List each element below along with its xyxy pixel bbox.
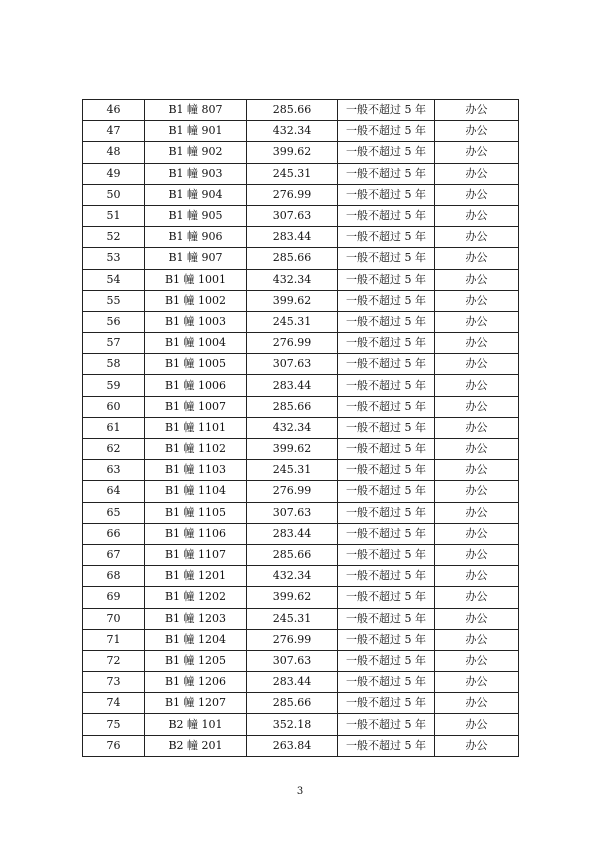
area-cell: 263.84: [247, 735, 338, 756]
row-number-cell: 72: [83, 650, 145, 671]
table-row: [83, 544, 519, 565]
unit-cell: B1 幢 901: [145, 121, 247, 142]
unit-cell: B1 幢 1201: [145, 566, 247, 587]
lease-term-cell: 一般不超过 5 年: [338, 248, 435, 269]
unit-cell: B1 幢 1101: [145, 417, 247, 438]
area-cell: 285.66: [247, 248, 338, 269]
area-cell: 432.34: [247, 269, 338, 290]
unit-cell: B1 幢 1001: [145, 269, 247, 290]
table-row: [83, 735, 519, 756]
row-number-cell: 65: [83, 502, 145, 523]
lease-term-cell: 一般不超过 5 年: [338, 163, 435, 184]
table-row: [83, 629, 519, 650]
lease-term-cell: 一般不超过 5 年: [338, 269, 435, 290]
lease-term-cell: 一般不超过 5 年: [338, 629, 435, 650]
row-number-cell: 50: [83, 184, 145, 205]
usage-cell: 办公: [435, 439, 519, 460]
unit-cell: B1 幢 1106: [145, 523, 247, 544]
table-row: [83, 311, 519, 332]
usage-cell: 办公: [435, 184, 519, 205]
row-number-cell: 56: [83, 311, 145, 332]
area-cell: 245.31: [247, 460, 338, 481]
lease-term-cell: 一般不超过 5 年: [338, 693, 435, 714]
lease-term-cell: 一般不超过 5 年: [338, 523, 435, 544]
usage-cell: 办公: [435, 566, 519, 587]
area-cell: 276.99: [247, 333, 338, 354]
table-row: [83, 481, 519, 502]
usage-cell: 办公: [435, 460, 519, 481]
row-number-cell: 54: [83, 269, 145, 290]
row-number-cell: 49: [83, 163, 145, 184]
lease-term-cell: 一般不超过 5 年: [338, 714, 435, 735]
row-number-cell: 74: [83, 693, 145, 714]
row-number-cell: 69: [83, 587, 145, 608]
usage-cell: 办公: [435, 354, 519, 375]
page-number: 3: [296, 786, 304, 797]
lease-term-cell: 一般不超过 5 年: [338, 227, 435, 248]
unit-cell: B1 幢 902: [145, 142, 247, 163]
row-number-cell: 71: [83, 629, 145, 650]
usage-cell: 办公: [435, 693, 519, 714]
property-table: [82, 99, 519, 757]
table-row: [83, 502, 519, 523]
lease-term-cell: 一般不超过 5 年: [338, 587, 435, 608]
unit-cell: B1 幢 1105: [145, 502, 247, 523]
lease-term-cell: 一般不超过 5 年: [338, 354, 435, 375]
lease-term-cell: 一般不超过 5 年: [338, 460, 435, 481]
row-number-cell: 70: [83, 608, 145, 629]
table-row: [83, 672, 519, 693]
area-cell: 245.31: [247, 608, 338, 629]
unit-cell: B1 幢 1006: [145, 375, 247, 396]
lease-term-cell: 一般不超过 5 年: [338, 502, 435, 523]
usage-cell: 办公: [435, 714, 519, 735]
table-row: [83, 184, 519, 205]
unit-cell: B1 幢 1107: [145, 544, 247, 565]
area-cell: 283.44: [247, 672, 338, 693]
table-row: [83, 227, 519, 248]
table-row: [83, 693, 519, 714]
table-row: [83, 460, 519, 481]
unit-cell: B1 幢 1104: [145, 481, 247, 502]
usage-cell: 办公: [435, 650, 519, 671]
row-number-cell: 68: [83, 566, 145, 587]
lease-term-cell: 一般不超过 5 年: [338, 142, 435, 163]
row-number-cell: 55: [83, 290, 145, 311]
lease-term-cell: 一般不超过 5 年: [338, 566, 435, 587]
usage-cell: 办公: [435, 544, 519, 565]
area-cell: 283.44: [247, 375, 338, 396]
usage-cell: 办公: [435, 121, 519, 142]
table-row: [83, 333, 519, 354]
usage-cell: 办公: [435, 481, 519, 502]
usage-cell: 办公: [435, 523, 519, 544]
area-cell: 399.62: [247, 142, 338, 163]
unit-cell: B1 幢 1102: [145, 439, 247, 460]
usage-cell: 办公: [435, 269, 519, 290]
unit-cell: B1 幢 1004: [145, 333, 247, 354]
area-cell: 285.66: [247, 100, 338, 121]
unit-cell: B1 幢 1206: [145, 672, 247, 693]
area-cell: 276.99: [247, 184, 338, 205]
usage-cell: 办公: [435, 375, 519, 396]
usage-cell: 办公: [435, 205, 519, 226]
area-cell: 307.63: [247, 354, 338, 375]
row-number-cell: 48: [83, 142, 145, 163]
area-cell: 432.34: [247, 121, 338, 142]
unit-cell: B1 幢 1203: [145, 608, 247, 629]
row-number-cell: 63: [83, 460, 145, 481]
area-cell: 245.31: [247, 163, 338, 184]
unit-cell: B1 幢 1205: [145, 650, 247, 671]
usage-cell: 办公: [435, 100, 519, 121]
area-cell: 399.62: [247, 439, 338, 460]
lease-term-cell: 一般不超过 5 年: [338, 481, 435, 502]
area-cell: 307.63: [247, 502, 338, 523]
usage-cell: 办公: [435, 311, 519, 332]
area-cell: 285.66: [247, 544, 338, 565]
table-row: [83, 354, 519, 375]
area-cell: 399.62: [247, 587, 338, 608]
area-cell: 276.99: [247, 481, 338, 502]
row-number-cell: 51: [83, 205, 145, 226]
row-number-cell: 62: [83, 439, 145, 460]
usage-cell: 办公: [435, 587, 519, 608]
row-number-cell: 59: [83, 375, 145, 396]
area-cell: 285.66: [247, 396, 338, 417]
row-number-cell: 73: [83, 672, 145, 693]
area-cell: 307.63: [247, 205, 338, 226]
area-cell: 307.63: [247, 650, 338, 671]
lease-term-cell: 一般不超过 5 年: [338, 290, 435, 311]
row-number-cell: 76: [83, 735, 145, 756]
row-number-cell: 75: [83, 714, 145, 735]
row-number-cell: 57: [83, 333, 145, 354]
table-row: [83, 121, 519, 142]
lease-term-cell: 一般不超过 5 年: [338, 650, 435, 671]
table-row: [83, 142, 519, 163]
usage-cell: 办公: [435, 629, 519, 650]
unit-cell: B1 幢 903: [145, 163, 247, 184]
lease-term-cell: 一般不超过 5 年: [338, 396, 435, 417]
table-row: [83, 714, 519, 735]
area-cell: 399.62: [247, 290, 338, 311]
area-cell: 432.34: [247, 417, 338, 438]
lease-term-cell: 一般不超过 5 年: [338, 375, 435, 396]
usage-cell: 办公: [435, 502, 519, 523]
area-cell: 283.44: [247, 523, 338, 544]
area-cell: 245.31: [247, 311, 338, 332]
usage-cell: 办公: [435, 290, 519, 311]
row-number-cell: 64: [83, 481, 145, 502]
unit-cell: B2 幢 101: [145, 714, 247, 735]
unit-cell: B1 幢 1002: [145, 290, 247, 311]
table-row: [83, 248, 519, 269]
lease-term-cell: 一般不超过 5 年: [338, 184, 435, 205]
lease-term-cell: 一般不超过 5 年: [338, 311, 435, 332]
unit-cell: B1 幢 1003: [145, 311, 247, 332]
row-number-cell: 61: [83, 417, 145, 438]
table-row: [83, 608, 519, 629]
area-cell: 283.44: [247, 227, 338, 248]
unit-cell: B1 幢 1204: [145, 629, 247, 650]
area-cell: 432.34: [247, 566, 338, 587]
row-number-cell: 46: [83, 100, 145, 121]
row-number-cell: 60: [83, 396, 145, 417]
table-row: [83, 163, 519, 184]
row-number-cell: 47: [83, 121, 145, 142]
table-row: [83, 269, 519, 290]
lease-term-cell: 一般不超过 5 年: [338, 735, 435, 756]
table-row: [83, 523, 519, 544]
table-row: [83, 650, 519, 671]
row-number-cell: 66: [83, 523, 145, 544]
lease-term-cell: 一般不超过 5 年: [338, 608, 435, 629]
row-number-cell: 52: [83, 227, 145, 248]
unit-cell: B1 幢 807: [145, 100, 247, 121]
lease-term-cell: 一般不超过 5 年: [338, 672, 435, 693]
unit-cell: B1 幢 906: [145, 227, 247, 248]
usage-cell: 办公: [435, 163, 519, 184]
usage-cell: 办公: [435, 608, 519, 629]
usage-cell: 办公: [435, 142, 519, 163]
unit-cell: B1 幢 1207: [145, 693, 247, 714]
table-row: [83, 100, 519, 121]
usage-cell: 办公: [435, 396, 519, 417]
table-row: [83, 290, 519, 311]
usage-cell: 办公: [435, 417, 519, 438]
lease-term-cell: 一般不超过 5 年: [338, 333, 435, 354]
row-number-cell: 53: [83, 248, 145, 269]
unit-cell: B1 幢 904: [145, 184, 247, 205]
usage-cell: 办公: [435, 248, 519, 269]
table-row: [83, 396, 519, 417]
unit-cell: B1 幢 1005: [145, 354, 247, 375]
area-cell: 285.66: [247, 693, 338, 714]
area-cell: 352.18: [247, 714, 338, 735]
property-table-body: [83, 100, 519, 757]
table-row: [83, 417, 519, 438]
usage-cell: 办公: [435, 735, 519, 756]
usage-cell: 办公: [435, 227, 519, 248]
table-row: [83, 205, 519, 226]
unit-cell: B1 幢 1202: [145, 587, 247, 608]
unit-cell: B2 幢 201: [145, 735, 247, 756]
usage-cell: 办公: [435, 672, 519, 693]
lease-term-cell: 一般不超过 5 年: [338, 121, 435, 142]
table-row: [83, 566, 519, 587]
row-number-cell: 67: [83, 544, 145, 565]
unit-cell: B1 幢 907: [145, 248, 247, 269]
lease-term-cell: 一般不超过 5 年: [338, 417, 435, 438]
lease-term-cell: 一般不超过 5 年: [338, 439, 435, 460]
usage-cell: 办公: [435, 333, 519, 354]
table-row: [83, 439, 519, 460]
lease-term-cell: 一般不超过 5 年: [338, 544, 435, 565]
lease-term-cell: 一般不超过 5 年: [338, 205, 435, 226]
unit-cell: B1 幢 1103: [145, 460, 247, 481]
table-row: [83, 375, 519, 396]
row-number-cell: 58: [83, 354, 145, 375]
unit-cell: B1 幢 905: [145, 205, 247, 226]
unit-cell: B1 幢 1007: [145, 396, 247, 417]
table-row: [83, 587, 519, 608]
area-cell: 276.99: [247, 629, 338, 650]
lease-term-cell: 一般不超过 5 年: [338, 100, 435, 121]
